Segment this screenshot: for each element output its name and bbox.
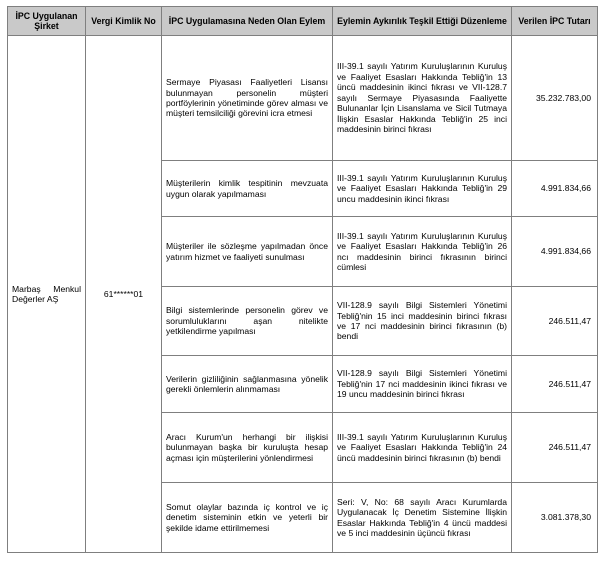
amount-cell: 4.991.834,66 — [512, 161, 598, 217]
regulation-cell: III-39.1 sayılı Yatırım Kuruluşlarının Kuruluş ve Faaliyet Esasları Hakkında Tebliğ'in 13 üncü maddesinin ikinci fıkrası ve VII-128.7 sayılı Sermaye Piyasasında Faaliyette Bulunanlar İçin Lisanslama ve Sicil Tutmaya İlişkin Esaslar Hakkında Tebliğ'in 25 inci maddesinin birinci fıkrası — [333, 36, 512, 161]
regulation-cell: III-39.1 sayılı Yatırım Kuruluşlarının Kuruluş ve Faaliyet Esasları Hakkında Tebliğ'in 29 uncu maddesinin ikinci fıkrası — [333, 161, 512, 217]
penalty-table-container — [7, 6, 597, 553]
regulation-cell: VII-128.9 sayılı Bilgi Sistemleri Yönetimi Tebliğ'nin 15 inci maddesinin birinci fıkrası ve 17 nci maddesinin birinci fıkrasının (b) bendi — [333, 287, 512, 356]
amount-cell: 3.081.378,30 — [512, 483, 598, 553]
amount-cell: 4.991.834,66 — [512, 217, 598, 287]
header-company: İPC Uygulanan Şirket — [8, 7, 86, 36]
header-action: İPC Uygulamasına Neden Olan Eylem — [162, 7, 333, 36]
amount-cell: 246.511,47 — [512, 287, 598, 356]
action-cell: Somut olaylar bazında iç kontrol ve iç denetim sisteminin etkin ve yeterli bir şekilde idame ettirilmemesi — [162, 483, 333, 553]
action-cell: Müşteriler ile sözleşme yapılmadan önce yatırım hizmet ve faaliyeti sunulması — [162, 217, 333, 287]
regulation-cell: Seri: V, No: 68 sayılı Aracı Kurumlarda Uygulanacak İç Denetim Sistemine İlişkin Esaslar Hakkında Tebliğ'in 4 üncü maddesi ve 5 inci maddesinin üçüncü fıkrası — [333, 483, 512, 553]
action-cell: Müşterilerin kimlik tespitinin mevzuata uygun olarak yapılmaması — [162, 161, 333, 217]
header-amount: Verilen İPC Tutarı — [512, 7, 598, 36]
action-cell: Aracı Kurum'un herhangi bir ilişkisi bulunmayan başka bir kuruluşta hesap açması için müşterilerini yönlendirmesi — [162, 413, 333, 483]
regulation-cell: III-39.1 sayılı Yatırım Kuruluşlarının Kuruluş ve Faaliyet Esasları Hakkında Tebliğ'in 26 ncı maddesinin birinci fıkrasının birinci cümlesi — [333, 217, 512, 287]
header-regulation: Eylemin Aykırılık Teşkil Ettiği Düzenleme — [333, 7, 512, 36]
amount-cell: 35.232.783,00 — [512, 36, 598, 161]
table-row — [8, 36, 598, 161]
action-cell: Bilgi sistemlerinde personelin görev ve sorumluluklarını aşan nitelikte yetkilendirme yapılması — [162, 287, 333, 356]
tax-id-cell: 61******01 — [86, 36, 162, 553]
header-tax-id: Vergi Kimlik No — [86, 7, 162, 36]
amount-cell: 246.511,47 — [512, 413, 598, 483]
company-cell: Marbaş Menkul Değerler AŞ — [8, 36, 86, 553]
header-row — [8, 7, 598, 36]
action-cell: Sermaye Piyasası Faaliyetleri Lisansı bulunmayan personelin müşteri portföylerinin yönetiminde görev alması ve müşteri temsilciliği görevini icra etmesi — [162, 36, 333, 161]
amount-cell: 246.511,47 — [512, 356, 598, 413]
action-cell: Verilerin gizliliğinin sağlanmasına yönelik gerekli önlemlerin alınmaması — [162, 356, 333, 413]
regulation-cell: III-39.1 sayılı Yatırım Kuruluşlarının Kuruluş ve Faaliyet Esasları Hakkında Tebliğ'in 24 üncü maddesinin birinci fıkrasının (b) bendi — [333, 413, 512, 483]
regulation-cell: VII-128.9 sayılı Bilgi Sistemleri Yönetimi Tebliğ'nin 17 nci maddesinin ikinci fıkrası ve 19 uncu maddesinin birinci fıkrası — [333, 356, 512, 413]
penalty-table — [7, 6, 598, 553]
